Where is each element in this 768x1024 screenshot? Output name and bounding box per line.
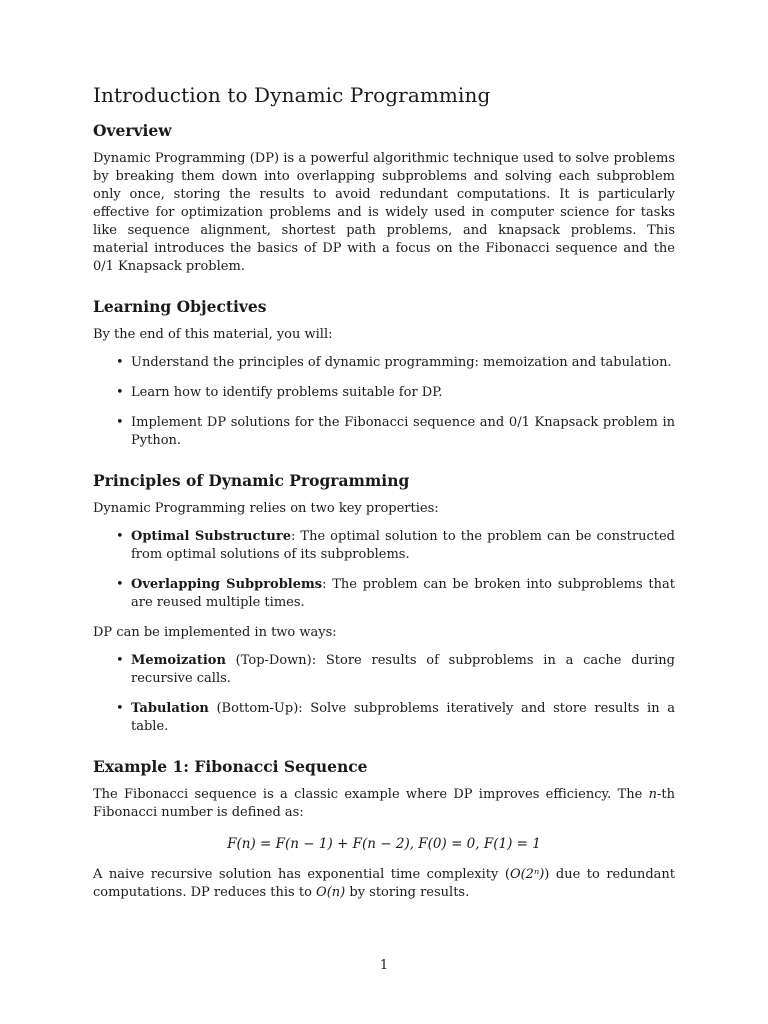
bullet-icon: • bbox=[116, 415, 124, 430]
bullet-icon: • bbox=[116, 385, 124, 400]
principles-intro: Dynamic Programming relies on two key properties: bbox=[93, 501, 439, 516]
objective-text: Learn how to identify problems suitable for DP. bbox=[131, 385, 443, 400]
list-item bbox=[93, 384, 675, 402]
bullet-icon: • bbox=[116, 577, 124, 592]
way-text: (Top-Down): Store results of subproblems in a cache during recursive calls. bbox=[131, 653, 675, 686]
list-item bbox=[93, 414, 675, 450]
intro-text-a: The Fibonacci sequence is a classic example where DP improves efficiency. The bbox=[93, 787, 649, 802]
list-item bbox=[93, 354, 675, 372]
way-text: (Bottom-Up): Solve subproblems iteratively and store results in a table. bbox=[131, 701, 675, 734]
closing-text-c: by storing results. bbox=[345, 885, 470, 900]
complexity-linear: O(n) bbox=[316, 885, 346, 900]
principles-heading: Principles of Dynamic Programming bbox=[93, 471, 410, 490]
complexity-exponential: O(2ⁿ) bbox=[509, 867, 545, 882]
list-item bbox=[93, 700, 675, 736]
property-text: : The problem can be broken into subproblems that are reused multiple times. bbox=[131, 577, 675, 610]
bullet-icon: • bbox=[116, 355, 124, 370]
intro-variable: n bbox=[648, 787, 657, 802]
properties-list bbox=[93, 528, 675, 612]
closing-text-a: A naive recursive solution has exponential time complexity ( bbox=[93, 867, 510, 882]
way-term: Memoization bbox=[131, 653, 226, 668]
list-item bbox=[93, 576, 675, 612]
property-text: : The optimal solution to the problem can be constructed from optimal solutions of its subproblems. bbox=[131, 529, 675, 562]
document-title: Introduction to Dynamic Programming bbox=[93, 83, 491, 107]
ways-list bbox=[93, 652, 675, 736]
overview-paragraph: Dynamic Programming (DP) is a powerful algorithmic technique used to solve problems by breaking them down into overlapping subproblems and solving each subproblem only once, storing the results to avoid redundant computations. It is particularly effective for optimization problems and is widely used in computer science for tasks like sequence alignment, shortest path problems, and knapsack problems. This material introduces the basics of DP with a focus on the Fibonacci sequence and the 0/1 Knapsack problem. bbox=[93, 151, 675, 274]
page-number: 1 bbox=[379, 958, 389, 973]
example1-closing bbox=[93, 866, 675, 902]
ways-intro: DP can be implemented in two ways: bbox=[93, 625, 337, 640]
bullet-icon: • bbox=[116, 701, 124, 716]
closing-text-b: ) due to redundant computations. DP reduces this to bbox=[93, 867, 675, 900]
list-item bbox=[93, 528, 675, 564]
property-term: Optimal Substructure bbox=[131, 529, 291, 544]
objectives-intro: By the end of this material, you will: bbox=[93, 327, 333, 342]
way-term: Tabulation bbox=[131, 701, 209, 716]
list-item bbox=[93, 652, 675, 688]
objectives-list bbox=[93, 354, 675, 450]
bullet-icon: • bbox=[116, 529, 124, 544]
intro-text-b: -th Fibonacci number is defined as: bbox=[93, 787, 675, 820]
example1-intro bbox=[93, 786, 675, 822]
fibonacci-formula: F(n) = F(n − 1) + F(n − 2), F(0) = 0, F(1) = 1 bbox=[227, 836, 541, 852]
overview-heading: Overview bbox=[93, 121, 172, 140]
example1-heading: Example 1: Fibonacci Sequence bbox=[93, 757, 368, 776]
objectives-heading: Learning Objectives bbox=[93, 297, 267, 316]
objective-text: Understand the principles of dynamic programming: memoization and tabulation. bbox=[131, 355, 672, 370]
document-page bbox=[93, 82, 675, 912]
property-term: Overlapping Subproblems bbox=[131, 577, 323, 592]
objective-text: Implement DP solutions for the Fibonacci sequence and 0/1 Knapsack problem in Python. bbox=[131, 415, 675, 448]
bullet-icon: • bbox=[116, 653, 124, 668]
